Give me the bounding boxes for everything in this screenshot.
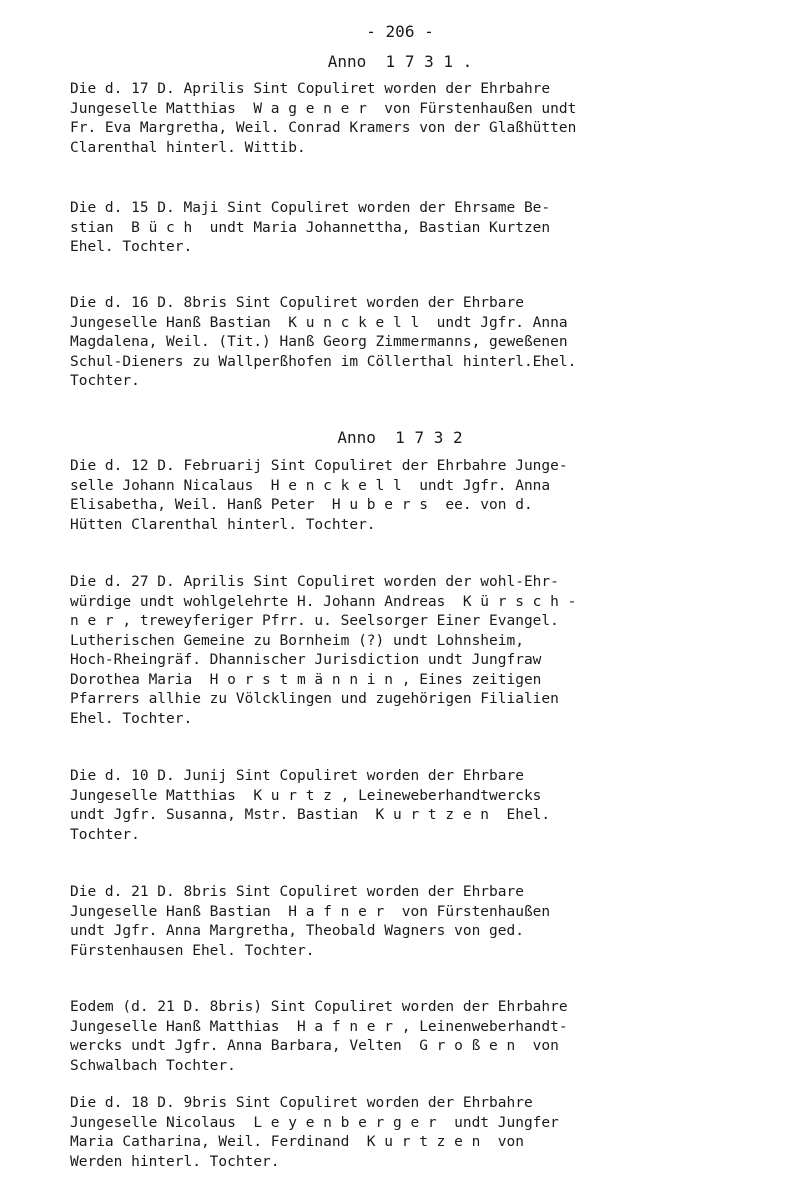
entry-line: wercks undt Jgfr. Anna Barbara, Velten G r o ß e n von	[70, 1038, 559, 1054]
entry-line: Maria Catharina, Weil. Ferdinand K u r t z e n von	[70, 1134, 524, 1150]
entry-line: Die d. 18 D. 9bris Sint Copuliret worden der Ehrbahre	[70, 1095, 533, 1111]
entry-line: stian B ü c h undt Maria Johannettha, Bastian Kurtzen	[70, 219, 551, 236]
year-heading-1732: Anno 1 7 3 2	[337, 428, 463, 447]
entry-line: Hütten Clarenthal hinterl. Tochter.	[70, 516, 376, 533]
entry-line: Die d. 21 D. 8bris Sint Copuliret worden der Ehrbare	[70, 884, 524, 900]
entry-line: undt Jgfr. Susanna, Mstr. Bastian K u r t z e n Ehel.	[70, 807, 551, 823]
entry-line: Die d. 12 D. Februarij Sint Copuliret der Ehrbahre Junge-	[70, 458, 568, 474]
entry-line: Schul-Dieners zu Wallperßhofen im Cöllerthal hinterl.Ehel.	[70, 353, 577, 370]
entry-line: Ehel. Tochter.	[70, 710, 193, 727]
marriage-entry	[70, 80, 780, 158]
marriage-entry	[70, 767, 780, 845]
entry-line: Tochter.	[70, 373, 140, 389]
entry-line: n e r , treweyferiger Pfrr. u. Seelsorger Einer Evangel.	[70, 613, 559, 629]
marriage-entry	[70, 457, 780, 535]
entry-line: Die d. 16 D. 8bris Sint Copuliret worden der Ehrbare	[70, 295, 524, 311]
marriage-entry	[70, 998, 780, 1076]
entry-line: Jungeselle Matthias K u r t z , Leineweberhandtwercks	[70, 787, 542, 804]
entry-line: Elisabetha, Weil. Hanß Peter H u b e r s ee. von d.	[70, 497, 533, 513]
entry-line: Jungeselle Hanß Bastian K u n c k e l l undt Jgfr. Anna	[70, 314, 568, 331]
entry-line: Die d. 17 D. Aprilis Sint Copuliret worden der Ehrbahre	[70, 81, 551, 97]
entry-line: Jungeselle Matthias W a g e n e r von Fürstenhaußen undt	[70, 100, 577, 117]
entry-line: Die d. 27 D. Aprilis Sint Copuliret worden der wohl-Ehr-	[70, 574, 559, 590]
year-heading-1731: Anno 1 7 3 1 .	[327, 52, 473, 71]
entry-line: Werden hinterl. Tochter.	[70, 1153, 280, 1170]
entry-line: Pfarrers allhie zu Völcklingen und zugehörigen Filialien	[70, 691, 559, 707]
entry-line: Fürstenhausen Ehel. Tochter.	[70, 942, 315, 959]
entry-line: Die d. 15 D. Maji Sint Copuliret worden der Ehrsame Be-	[70, 200, 551, 216]
page-number: - 206 -	[366, 22, 434, 41]
entry-line: undt Jgfr. Anna Margretha, Theobald Wagners von ged.	[70, 923, 524, 939]
entry-line: Hoch-Rheingräf. Dhannischer Jurisdiction undt Jungfraw	[70, 652, 542, 668]
entry-line: Dorothea Maria H o r s t m ä n n i n , Eines zeitigen	[70, 671, 542, 688]
marriage-entry	[70, 1094, 780, 1172]
entry-line: Fr. Eva Margretha, Weil. Conrad Kramers von der Glaßhütten	[70, 120, 577, 136]
entry-line: Eodem (d. 21 D. 8bris) Sint Copuliret worden der Ehrbahre	[70, 999, 568, 1015]
entry-line: Clarenthal hinterl. Wittib.	[70, 139, 306, 156]
entry-line: Lutherischen Gemeine zu Bornheim (?) undt Lohnsheim,	[70, 632, 524, 649]
entry-line: würdige undt wohlgelehrte H. Johann Andreas K ü r s c h -	[70, 593, 577, 610]
marriage-entry	[70, 199, 780, 258]
marriage-entry	[70, 883, 780, 961]
entry-line: Tochter.	[70, 826, 140, 843]
marriage-entry	[70, 573, 780, 729]
entry-line: selle Johann Nicalaus H e n c k e l l undt Jgfr. Anna	[70, 477, 551, 494]
entry-line: Jungeselle Nicolaus L e y e n b e r g e r undt Jungfer	[70, 1114, 559, 1131]
entry-line: Jungeselle Hanß Bastian H a f n e r von Fürstenhaußen	[70, 903, 551, 920]
entry-line: Magdalena, Weil. (Tit.) Hanß Georg Zimmermanns, geweßenen	[70, 334, 568, 350]
entry-line: Jungeselle Hanß Matthias H a f n e r , Leinenweberhandt-	[70, 1018, 568, 1035]
entry-line: Die d. 10 D. Junij Sint Copuliret worden der Ehrbare	[70, 768, 524, 784]
marriage-entry	[70, 294, 780, 392]
entry-line: Ehel. Tochter.	[70, 239, 193, 255]
entry-line: Schwalbach Tochter.	[70, 1057, 236, 1074]
